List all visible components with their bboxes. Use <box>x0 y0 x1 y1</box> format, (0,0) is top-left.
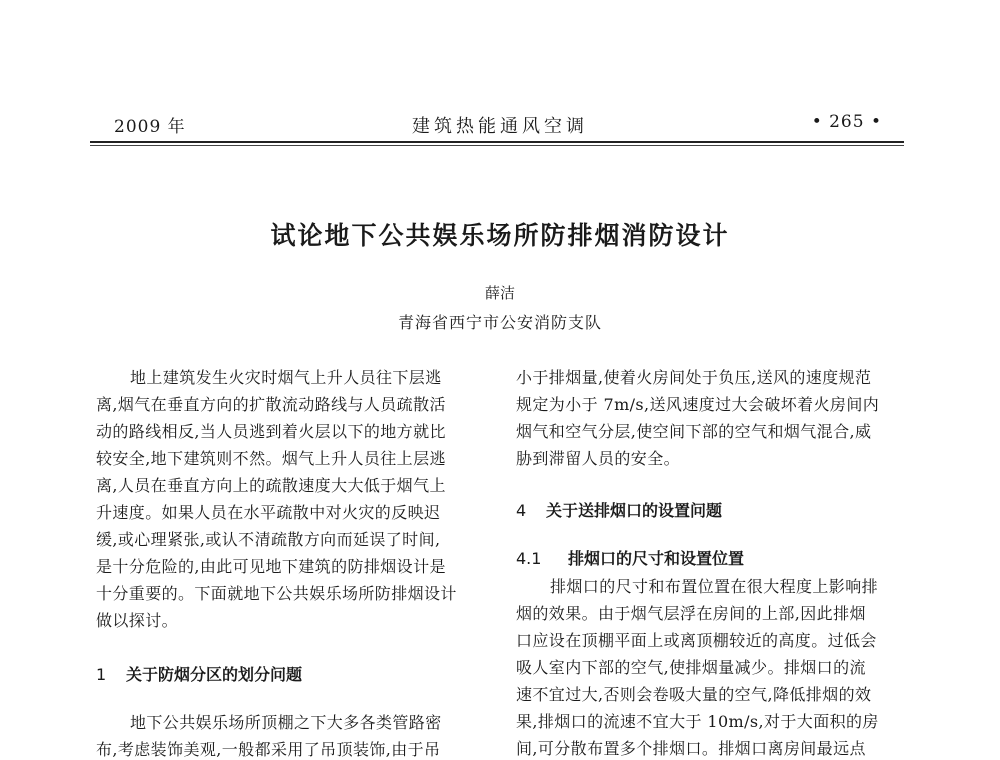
paragraph-line: 较安全,地下建筑则不然。烟气上升人员往上层逃 <box>96 449 446 468</box>
header-journal-name: 建筑热能通风空调 <box>412 116 588 137</box>
paragraph-line: 规定为小于 7m/s,送风速度过大会破坏着火房间内 <box>516 395 880 414</box>
paragraph-line: 排烟口的尺寸和布置位置在很大程度上影响排 <box>550 577 879 596</box>
paragraph-line: 动的路线相反,当人员逃到着火层以下的地方就比 <box>96 422 446 441</box>
paragraph-line: 口应设在顶棚平面上或离顶棚较近的高度。过低会 <box>516 631 877 650</box>
paragraph-line: 地下公共娱乐场所顶棚之下大多各类管路密 <box>130 713 442 732</box>
paragraph-line: 烟气和空气分层,使空间下部的空气和烟气混合,威 <box>516 422 872 441</box>
section-heading-4-1 <box>516 546 744 569</box>
paragraph-line: 十分重要的。下面就地下公共娱乐场所防排烟设计 <box>96 584 457 603</box>
header-rule-thick <box>90 141 904 143</box>
paragraph-line: 是十分危险的,由此可见地下建筑的防排烟设计是 <box>96 557 446 576</box>
header-rule-thin <box>90 145 904 146</box>
section-title: 关于送排烟口的设置问题 <box>546 501 723 520</box>
paragraph-line: 果,排烟口的流速不宜大于 10m/s,对于大面积的房 <box>516 712 879 731</box>
paragraph-line: 离,烟气在垂直方向的扩散流动路线与人员疏散活 <box>96 395 446 414</box>
paragraph-line: 做以探讨。 <box>96 611 179 630</box>
paragraph-line: 离,人员在垂直方向上的疏散速度大大低于烟气上 <box>96 476 446 495</box>
paragraph-line: 胁到滞留人员的安全。 <box>516 449 681 468</box>
section-heading-4 <box>516 498 722 521</box>
author-name: 薛洁 <box>484 284 515 302</box>
paragraph-line: 吸人室内下部的空气,使排烟量减少。排烟口的流 <box>516 658 866 677</box>
paragraph-line: 小于排烟量,使着火房间处于负压,送风的速度规范 <box>516 368 872 387</box>
section-title: 关于防烟分区的划分问题 <box>126 665 303 684</box>
section-heading-1 <box>96 662 302 685</box>
paragraph-line: 烟的效果。由于烟气层浮在房间的上部,因此排烟 <box>516 604 866 623</box>
header-page-number: • 265 • <box>811 112 882 132</box>
paragraph-line: 间,可分散布置多个排烟口。排烟口离房间最远点 <box>516 739 866 758</box>
header-year: 2009 年 <box>114 117 186 137</box>
paragraph-line: 速不宜过大,否则会卷吸大量的空气,降低排烟的效 <box>516 685 872 704</box>
section-title: 排烟口的尺寸和设置位置 <box>568 549 745 568</box>
paragraph-line: 升速度。如果人员在水平疏散中对火灾的反映迟 <box>96 503 441 522</box>
paragraph-line: 地上建筑发生火灾时烟气上升人员往下层逃 <box>130 368 442 387</box>
section-number: 1 <box>96 665 107 684</box>
paragraph-line: 缓,或心理紧张,或认不清疏散方向而延误了时间, <box>96 530 441 549</box>
paragraph-line: 布,考虑装饰美观,一般都采用了吊顶装饰,由于吊 <box>96 740 441 759</box>
article-title: 试论地下公共娱乐场所防排烟消防设计 <box>270 221 730 250</box>
section-number: 4.1 <box>516 549 542 568</box>
section-number: 4 <box>516 501 527 520</box>
author-affiliation: 青海省西宁市公安消防支队 <box>397 313 602 332</box>
